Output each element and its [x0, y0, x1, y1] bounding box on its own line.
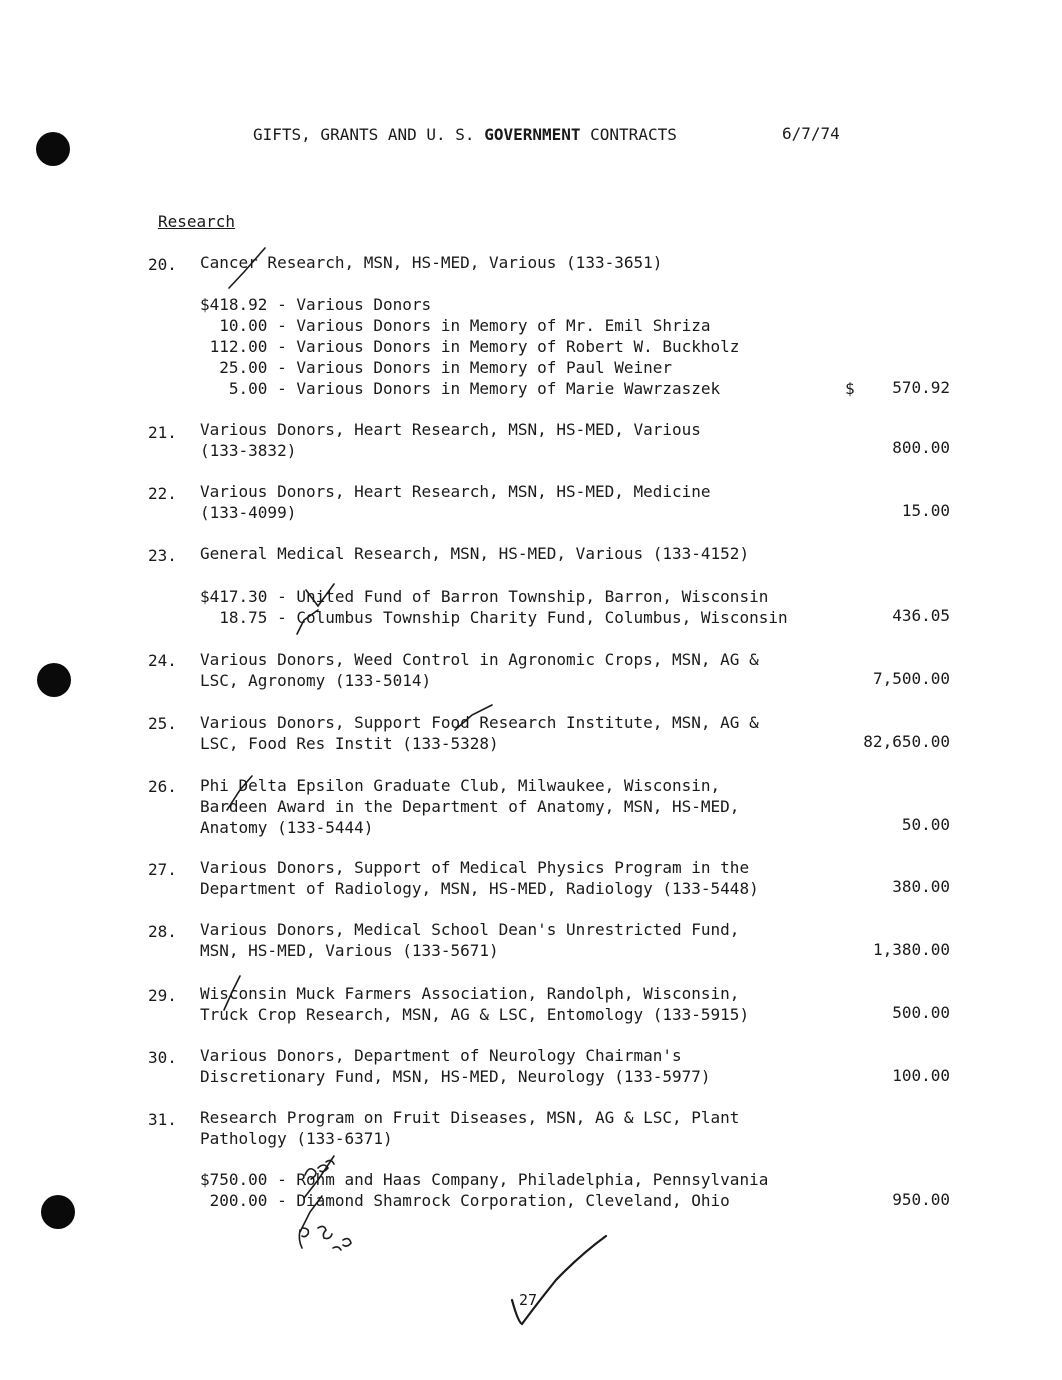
- sub-line: 112.00 - Various Donors in Memory of Robert W. Buckholz: [200, 337, 740, 356]
- entry-amount: 15.00: [901, 501, 950, 520]
- entry-number: 24.: [148, 651, 177, 670]
- entry-line: Various Donors, Heart Research, MSN, HS-MED, Various: [200, 420, 701, 439]
- punch-hole-middle: [37, 663, 71, 697]
- entry-line: Various Donors, Support of Medical Physics Program in the: [200, 858, 750, 877]
- entry-line: Cancer Research, MSN, HS-MED, Various (133-3651): [200, 253, 663, 272]
- currency-sign: $: [845, 379, 855, 398]
- entry-line: Truck Crop Research, MSN, AG & LSC, Entomology (133-5915): [200, 1005, 750, 1024]
- sub-line: 200.00 - Diamond Shamrock Corporation, Cleveland, Ohio: [200, 1191, 730, 1210]
- title-part2: CONTRACTS: [580, 125, 677, 144]
- punch-hole-bottom: [41, 1195, 75, 1229]
- entry-line: LSC, Agronomy (133-5014): [200, 671, 432, 690]
- entry-line: (133-4099): [200, 503, 297, 522]
- entry-number: 30.: [148, 1048, 177, 1067]
- entry-amount: 50.00: [901, 815, 950, 834]
- entry-line: Various Donors, Heart Research, MSN, HS-MED, Medicine: [200, 482, 711, 501]
- page-title: [253, 125, 677, 145]
- entry-line: Various Donors, Weed Control in Agronomic Crops, MSN, AG &: [200, 650, 759, 669]
- entry-line: Research Program on Fruit Diseases, MSN, AG & LSC, Plant: [200, 1108, 740, 1127]
- entry-line: Bardeen Award in the Department of Anatomy, MSN, HS-MED,: [200, 797, 740, 816]
- title-bold: GOVERNMENT: [484, 125, 581, 144]
- entry-line: Discretionary Fund, MSN, HS-MED, Neurology (133-5977): [200, 1067, 711, 1086]
- entry-line: Various Donors, Support Food Research Institute, MSN, AG &: [200, 713, 759, 732]
- entry-number: 23.: [148, 546, 177, 565]
- entry-amount: 82,650.00: [863, 732, 950, 751]
- entry-number: 31.: [148, 1110, 177, 1129]
- entry-line: Pathology (133-6371): [200, 1129, 393, 1148]
- sub-line: 5.00 - Various Donors in Memory of Marie Wawrzaszek: [200, 379, 721, 398]
- entry-amount: 100.00: [892, 1066, 950, 1085]
- entry-line: LSC, Food Res Instit (133-5328): [200, 734, 499, 753]
- entry-amount: 800.00: [892, 438, 950, 457]
- entry-number: 27.: [148, 860, 177, 879]
- sub-line: 18.75 - Columbus Township Charity Fund, Columbus, Wisconsin: [200, 608, 788, 627]
- entry-line: Anatomy (133-5444): [200, 818, 374, 837]
- section-heading: Research: [158, 212, 236, 231]
- sub-line: $417.30 - United Fund of Barron Township, Barron, Wisconsin: [200, 587, 769, 606]
- entry-line: Wisconsin Muck Farmers Association, Randolph, Wisconsin,: [200, 984, 740, 1003]
- sub-line: 25.00 - Various Donors in Memory of Paul Weiner: [200, 358, 673, 377]
- entry-amount: 950.00: [892, 1190, 950, 1209]
- entry-line: General Medical Research, MSN, HS-MED, Various (133-4152): [200, 544, 750, 563]
- page-date: 6/7/74: [782, 124, 840, 143]
- entry-number: 25.: [148, 714, 177, 733]
- sub-line: 10.00 - Various Donors in Memory of Mr. Emil Shriza: [200, 316, 711, 335]
- entry-number: 29.: [148, 986, 177, 1005]
- entry-number: 20.: [148, 255, 177, 274]
- sub-line: $750.00 - Rohm and Haas Company, Philadelphia, Pennsylvania: [200, 1170, 769, 1189]
- entry-amount: 500.00: [892, 1003, 950, 1022]
- entry-line: MSN, HS-MED, Various (133-5671): [200, 941, 499, 960]
- punch-hole-top: [36, 132, 70, 166]
- entry-line: Various Donors, Department of Neurology Chairman's: [200, 1046, 682, 1065]
- entry-amount: 380.00: [892, 877, 950, 896]
- entry-amount: 436.05: [892, 606, 950, 625]
- entry-number: 21.: [148, 423, 177, 442]
- entry-amount: 7,500.00: [872, 669, 950, 688]
- entry-number: 28.: [148, 922, 177, 941]
- page-number: 27: [519, 1291, 538, 1309]
- entry-line: Department of Radiology, MSN, HS-MED, Radiology (133-5448): [200, 879, 759, 898]
- entry-number: 22.: [148, 484, 177, 503]
- entry-line: Various Donors, Medical School Dean's Unrestricted Fund,: [200, 920, 740, 939]
- entry-line: Phi Delta Epsilon Graduate Club, Milwaukee, Wisconsin,: [200, 776, 721, 795]
- large-check-mark: [512, 1236, 606, 1324]
- title-part1: GIFTS, GRANTS AND U. S.: [253, 125, 485, 144]
- handwritten-note-bottom: [299, 1226, 351, 1250]
- entry-amount: 570.92: [892, 378, 950, 397]
- entry-amount: 1,380.00: [872, 940, 950, 959]
- entry-number: 26.: [148, 777, 177, 796]
- entry-line: (133-3832): [200, 441, 297, 460]
- sub-line: $418.92 - Various Donors: [200, 295, 432, 314]
